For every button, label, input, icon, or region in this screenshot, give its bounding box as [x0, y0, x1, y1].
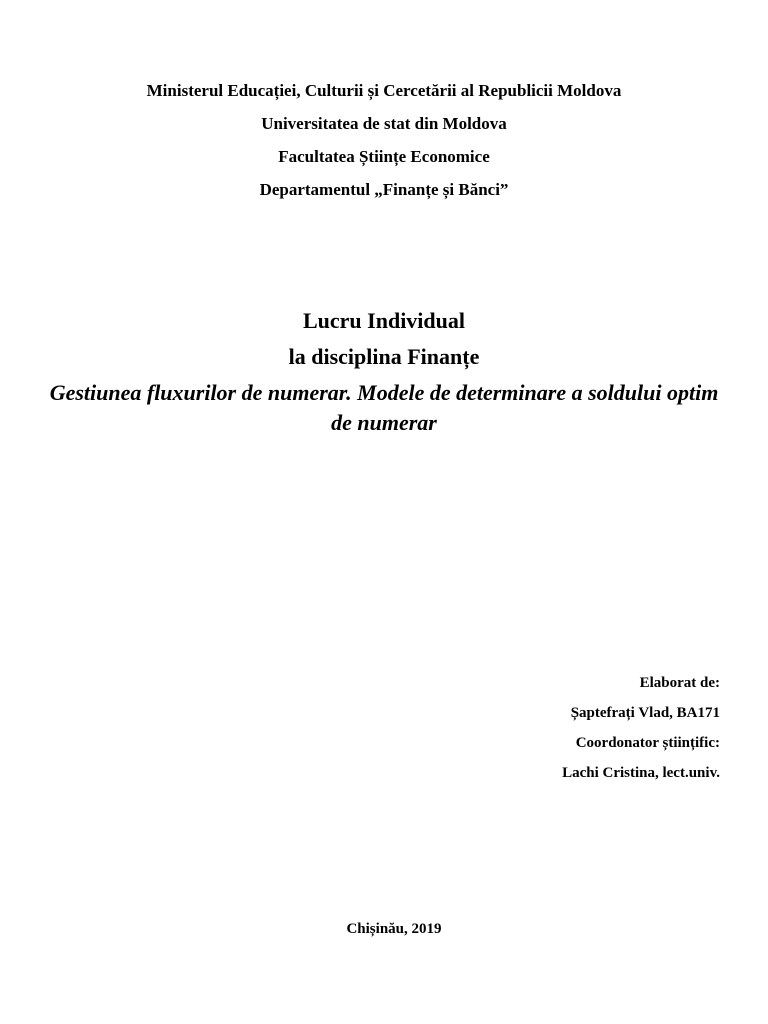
institution-header: [0, 78, 768, 210]
faculty-name: Facultatea Științe Economice: [278, 147, 490, 166]
prepared-by-label: Elaborat de:: [639, 675, 720, 691]
place-year: Chișinău, 2019: [346, 921, 442, 937]
university-name: Universitatea de stat din Moldova: [261, 114, 507, 133]
author-block: [562, 668, 720, 788]
ministry-name: Ministerul Educației, Culturii și Cercetării al Republicii Moldova: [146, 81, 622, 100]
work-type: Lucru Individual: [302, 308, 465, 333]
discipline: la disciplina Finanțe: [288, 344, 480, 369]
topic-title: Gestiunea fluxurilor de numerar. Modele de determinare a soldului optim de numerar: [49, 380, 719, 435]
title-block: [0, 306, 768, 438]
student-name: Șaptefrați Vlad, BA171: [570, 705, 720, 721]
supervisor-name: Lachi Cristina, lect.univ.: [562, 765, 720, 781]
department-name: Departamentul „Finanțe și Bănci”: [259, 180, 509, 199]
supervisor-label: Coordonator științific:: [575, 735, 720, 751]
